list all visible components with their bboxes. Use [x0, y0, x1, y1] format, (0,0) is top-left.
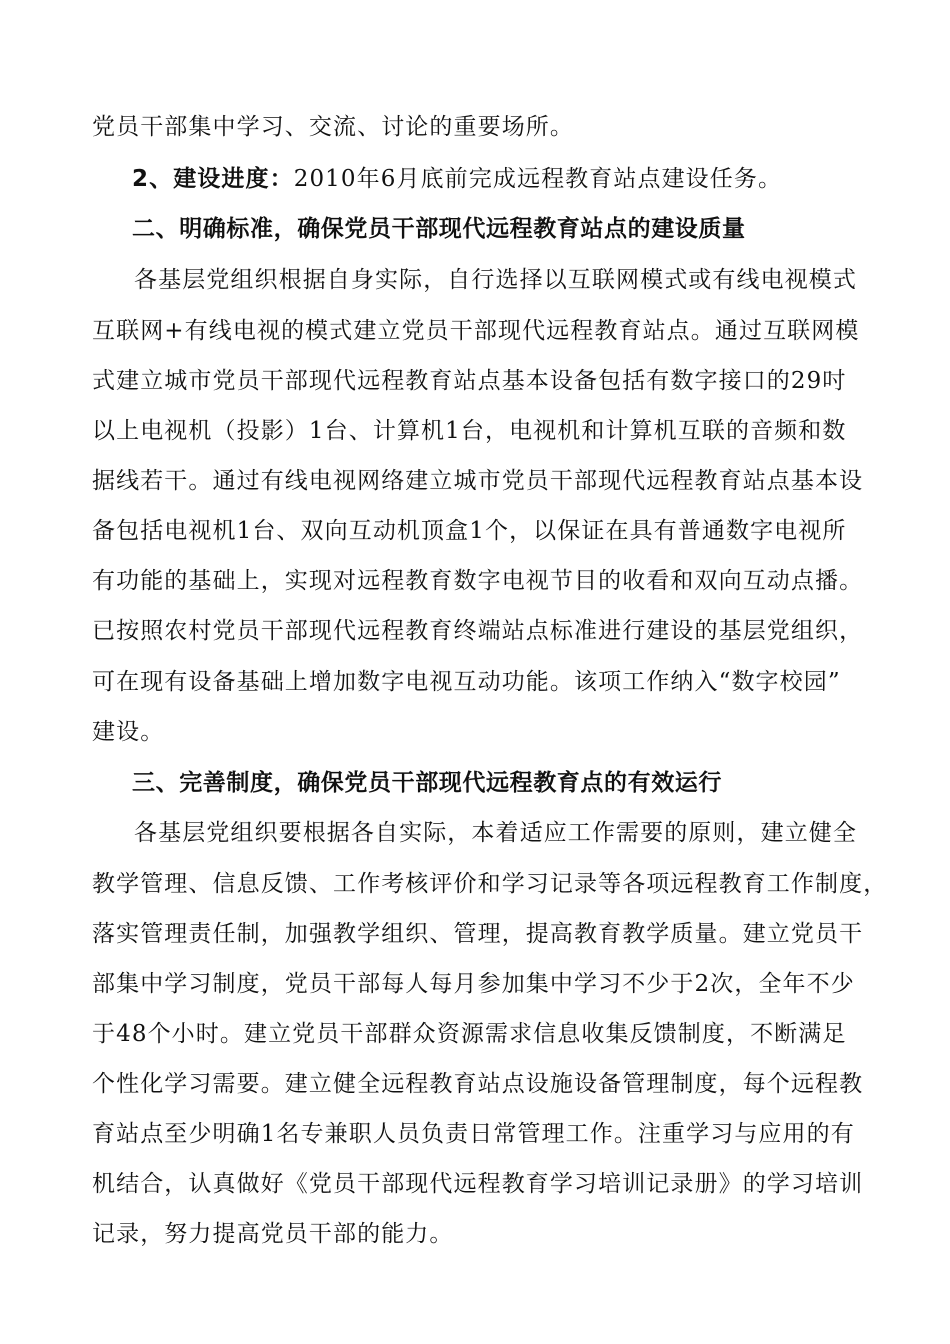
paragraph-line: 有功能的基础上，实现对远程教育数字电视节目的收看和双向互动点播。 — [92, 568, 864, 594]
paragraph-line: 互联网+有线电视的模式建立党员干部现代远程教育站点。通过互联网模 — [92, 318, 860, 344]
paragraph-line: 各基层党组织要根据各自实际，本着适应工作需要的原则，建立健全 — [134, 820, 857, 846]
paragraph-line: 各基层党组织根据自身实际，自行选择以互联网模式或有线电视模式 — [134, 267, 857, 293]
section-heading-3: 三、完善制度，确保党员干部现代远程教育点的有效运行 — [132, 770, 722, 796]
progress-text: 2010年6月底前完成远程教育站点建设任务。 — [293, 166, 783, 192]
paragraph-line: 可在现有设备基础上增加数字电视互动功能。该项工作纳入“数字校园” — [92, 669, 841, 695]
paragraph-line: 党员干部集中学习、交流、讨论的重要场所。 — [92, 114, 574, 140]
paragraph-line: 记录，努力提高党员干部的能力。 — [92, 1221, 454, 1247]
paragraph-line: 备包括电视机1台、双向互动机顶盒1个，以保证在具有普通数字电视所 — [92, 518, 847, 544]
paragraph-line: 式建立城市党员干部现代远程教育站点基本设备包括有数字接口的29吋 — [92, 368, 847, 394]
paragraph-line: 建设。 — [92, 719, 165, 745]
paragraph-line: 于48个小时。建立党员干部群众资源需求信息收集反馈制度，不断满足 — [92, 1021, 847, 1047]
paragraph-line: 育站点至少明确1名专兼职人员负责日常管理工作。注重学习与应用的有 — [92, 1121, 855, 1147]
paragraph-line: 教学管理、信息反馈、工作考核评价和学习记录等各项远程教育工作制度， — [92, 871, 888, 897]
paragraph-line: 据线若干。通过有线电视网络建立城市党员干部现代远程教育站点基本设 — [92, 468, 864, 494]
section-heading-2: 二、明确标准，确保党员干部现代远程教育站点的建设质量 — [132, 216, 746, 242]
paragraph-line: 机结合，认真做好《党员干部现代远程教育学习培训记录册》的学习培训 — [92, 1171, 864, 1197]
paragraph-line: 个性化学习需要。建立健全远程教育站点设施设备管理制度，每个远程教 — [92, 1071, 864, 1097]
paragraph-line: 已按照农村党员干部现代远程教育终端站点标准进行建设的基层党组织， — [92, 618, 864, 644]
paragraph-line: 部集中学习制度，党员干部每人每月参加集中学习不少于2次，全年不少 — [92, 971, 855, 997]
paragraph-line: 以上电视机（投影）1台、计算机1台，电视机和计算机互联的音频和数 — [92, 418, 847, 444]
paragraph-line: 落实管理责任制，加强教学组织、管理，提高教育教学质量。建立党员干 — [92, 921, 864, 947]
progress-line — [132, 164, 932, 194]
progress-label: 2、建设进度： — [132, 166, 294, 192]
